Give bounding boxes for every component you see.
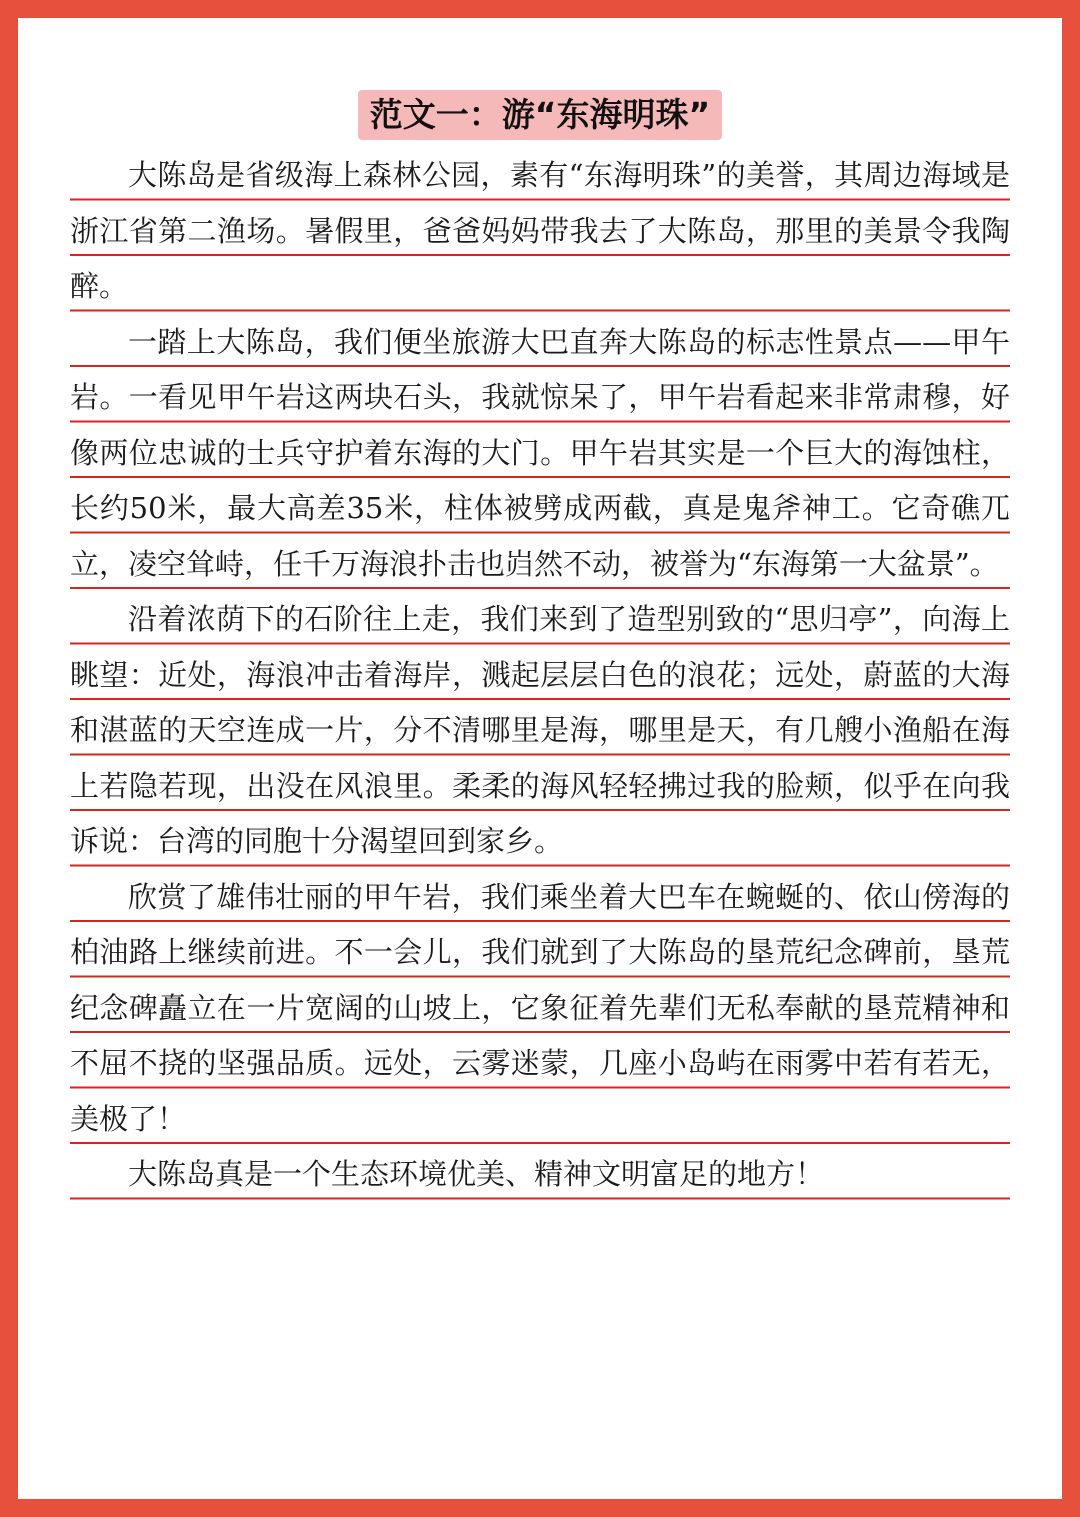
paragraph-2: 一踏上大陈岛，我们便坐旅游大巴直奔大陈岛的标志性景点——甲午岩。一看见甲午岩这两块石头，我就惊呆了，甲午岩看起来非常肃穆，好像两位忠诚的士兵守护着东海的大门。甲午岩其实是一个巨大的海蚀柱，长约50米，最大高差35米，柱体被劈成两截，真是鬼斧神工。它奇礁兀立，凌空耸峙，任千万海浪扑击也岿然不动，被誉为“东海第一大盆景”。 <box>70 324 1010 581</box>
paragraph-5: 大陈岛真是一个生态环境优美、精神文明富足的地方！ <box>128 1157 825 1191</box>
essay-title: 范文一：游“东海明珠” <box>358 90 722 140</box>
paragraph-1: 大陈岛是省级海上森林公园，素有“东海明珠”的美誉，其周边海域是浙江省第二渔场。暑假里，爸爸妈妈带我去了大陈岛，那里的美景令我陶醉。 <box>70 158 1010 303</box>
paragraph-4: 欣赏了雄伟壮丽的甲午岩，我们乘坐着大巴车在蜿蜒的、依山傍海的柏油路上继续前进。不一会儿，我们就到了大陈岛的垦荒纪念碑前，垦荒纪念碑矗立在一片宽阔的山坡上，它象征着先辈们无私奉献的垦荒精神和不屈不挠的坚强品质。远处，云雾迷蒙，几座小岛屿在雨雾中若有若无，美极了！ <box>70 879 1010 1136</box>
essay-body <box>70 148 1010 1203</box>
title-wrap <box>18 90 1062 140</box>
page <box>18 18 1062 1499</box>
paragraph-3: 沿着浓荫下的石阶往上走，我们来到了造型别致的“思归亭”，向海上眺望：近处，海浪冲击着海岸，溅起层层白色的浪花；远处，蔚蓝的大海和湛蓝的天空连成一片，分不清哪里是海，哪里是天，有几艘小渔船在海上若隐若现，出没在风浪里。柔柔的海风轻轻拂过我的脸颊，似乎在向我诉说：台湾的同胞十分渴望回到家乡。 <box>70 602 1010 858</box>
